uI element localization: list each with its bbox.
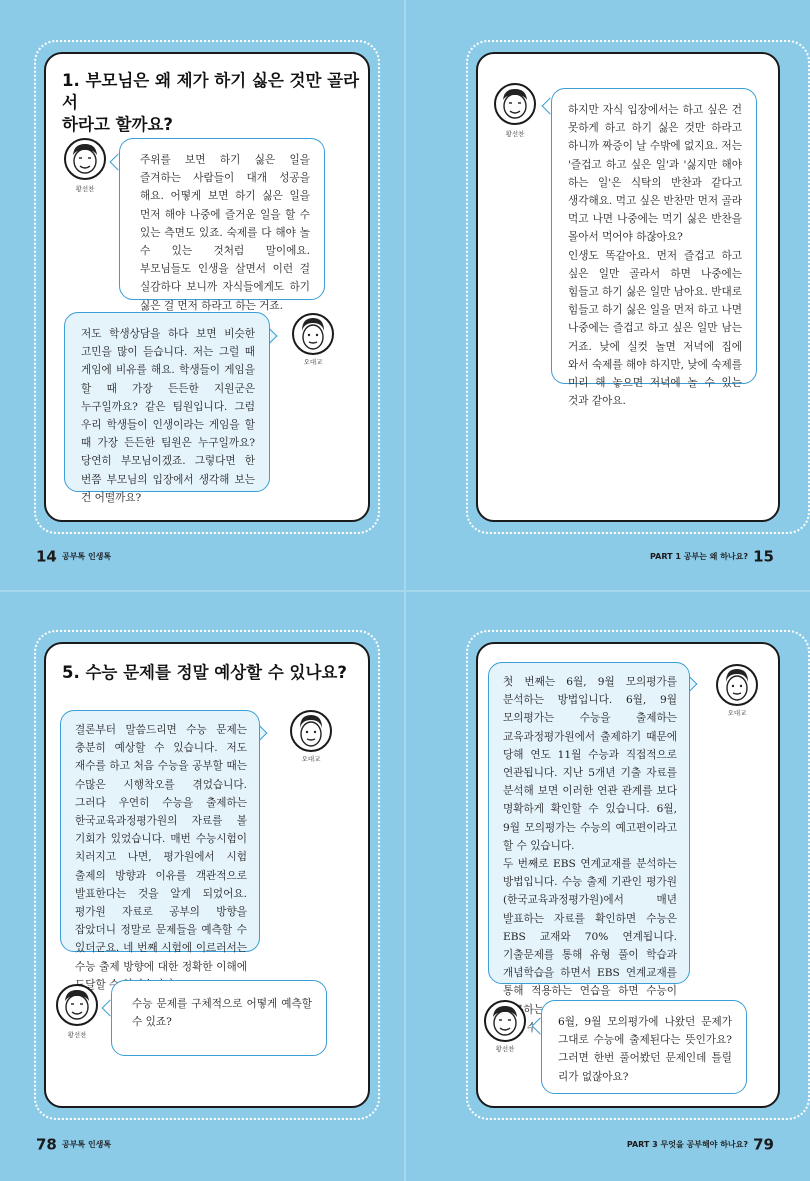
speaker-label: 황선찬 [505, 130, 525, 138]
answer-bubble: 결론부터 말씀드리면 수능 문제는 충분히 예상할 수 있습니다. 저도 재수를 하고 처음 수능을 공부할 때는 수많은 시행착오를 겪었습니다. 그러다 우연히 수능을 출제하는 한국교육과정평가원의 자료를 볼 기회가 있었습니다. 매번 수능시험이 치러지고 나면, 평가원에서 시험 출제의 방향과 이유를 객관적으로 발표한다는 것을 알게 되었어요. 평가원 자료로 공부의 방향을 잡았더니 정말로 문제들을 예측할 수 있더군요. 네 번째 시험에 이르러서는 수능 출제 방향에 대한 정확한 이해에 도달할 [60, 710, 260, 952]
avatar-hwang-icon [484, 1000, 526, 1042]
question-title: 1. 부모님은 왜 제가 하기 싫은 것만 골라서 하라고 할까요? [62, 71, 360, 134]
speaker-label: 오대교 [727, 709, 747, 717]
answer-bubble: 저도 학생상담을 하다 보면 비슷한 고민을 많이 듣습니다. 저는 그럴 때 게임에 비유를 해요. 학생들이 게임을 할 때 가장 든든한 지원군은 누구일까요? 같은 팀원입니다. 그럼 우리 학생들이 인생이라는 게임을 할 때 가장 든든한 팀원은 누구일까요? 당연히 부모님이겠죠. 그렇다면 한 번쯤 부모님의 입장에서 생각해 보는 건 어떨까요? [64, 312, 270, 492]
speaker-label: 오대교 [301, 755, 321, 763]
avatar-hwang-icon [64, 138, 106, 180]
page-folio: PART 3 무엇을 공부해야 하나요? 79 [626, 1135, 774, 1154]
answer-bubble: 하지만 자식 입장에서는 하고 싶은 건 못하게 하고 하기 싫은 것만 하라고 하니까 짜증이 날 수밖에 없지요. 저는 '즐겁고 하고 싶은 일'과 '싫지만 해야 하는 일'은 식탁의 반찬과 같다고 생각해요. 먹고 싶은 반찬만 먼저 골라 먹고 나면 나중에는 먹기 싫은 반찬을 몰아서 먹어야 하잖아요? 인생도 똑같아요. 먼저 즐겁고 하고 싶은 일만 골라서 하면 나중에는 힘들고 하기 싫은 일만 남아요. 반대로 힘들고 하기 싫은 일을 먼저 하고 나면 나중에는 즐겁고 하고 싶은 일만 남는 거죠. 낮에 실컷 놀면 저녁에 집에 와서 숙제를 해야 하지만, 낮에 숙제를 미리 해 놓으면 저녁에 놀 수 있는 것과 같아요. [551, 88, 757, 384]
avatar-oh-icon [290, 710, 332, 752]
page-folio: 14 공부톡 인생톡 [36, 547, 112, 566]
speaker-label: 오대교 [303, 358, 323, 366]
answer-bubble: 주위를 보면 하기 싫은 일을 즐겨하는 사람들이 대개 성공을 해요. 어떻게 보면 하기 싫은 일을 먼저 해야 나중에 즐거운 일을 할 수 있는 측면도 있죠. 숙제를 다 해야 놀 수 있는 것처럼 말이에요. 부모님들도 인생을 살면서 이런 걸 실감하다 보니까 자식들에게도 하기 싫은 걸 먼저 하라고 하는 거죠. [119, 138, 325, 300]
avatar-hwang-icon [494, 83, 536, 125]
page-78 [0, 592, 404, 1181]
avatar-oh-icon [292, 313, 334, 355]
question-title: 5. 수능 문제를 정말 예상할 수 있나요? [62, 663, 347, 682]
avatar-oh-icon [716, 664, 758, 706]
question-bubble: 수능 문제를 구체적으로 어떻게 예측할 수 있죠? [111, 980, 327, 1056]
speaker-label: 황선찬 [495, 1045, 515, 1053]
page-14 [0, 0, 404, 590]
question-bubble: 6월, 9월 모의평가에 나왔던 문제가 그대로 수능에 출제된다는 뜻인가요? 그러면 한번 풀어봤던 문제인데 틀릴 리가 없잖아요? [541, 1000, 747, 1094]
page-15 [406, 0, 810, 590]
page-folio: 78 공부톡 인생톡 [36, 1135, 112, 1154]
answer-bubble: 첫 번째는 6월, 9월 모의평가를 분석하는 방법입니다. 6월, 9월 모의평가는 수능을 출제하는 교육과정평가원에서 출제하기 때문에 당해 연도 11월 수능과 직접적으로 연관됩니다. 지난 5개년 기출 자료를 분석해 보면 이러한 연관 관계를 보다 명확하게 확인할 수 있습니다. 6월, 9월 모의평가는 수능의 예고편이라고 할 수 있습니다. 두 번째로 EBS 연계교재를 분석하는 방법입니다. 수능 출제 기관인 평가원(한국교육과정평가원)에서 매년 발표하는 자료를 확인하면 수능은 EBS 교재와 70% 연계됩니다. 기출문제를 통해 유형 풀이 학습과 개념학습을 하면서 EBS 연계교재를 통해 적용하는 연습을 하면 수능이 요구하는 수 [488, 662, 690, 984]
page-folio: PART 1 공부는 왜 하나요? 15 [650, 547, 774, 566]
page-79 [406, 592, 810, 1181]
avatar-hwang-icon [56, 984, 98, 1026]
speaker-label: 황선찬 [67, 1031, 87, 1039]
speaker-label: 황선찬 [75, 185, 95, 193]
